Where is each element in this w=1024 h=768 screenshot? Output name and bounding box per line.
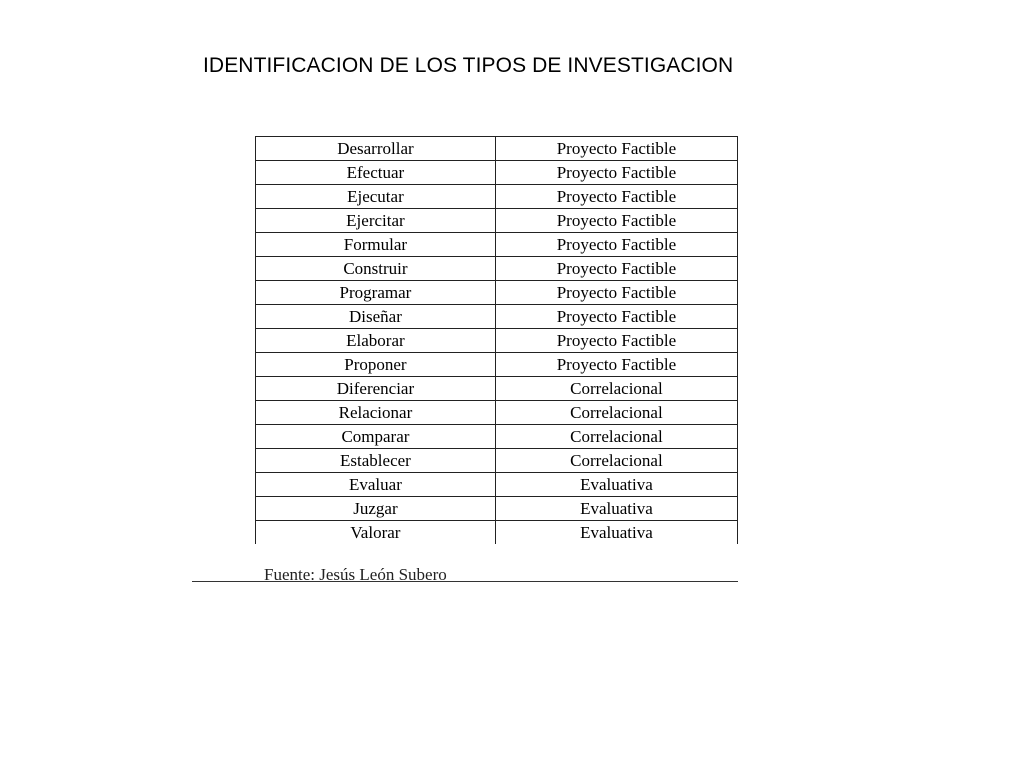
source-text: Fuente: Jesús León Subero bbox=[264, 565, 447, 584]
verb-cell: Programar bbox=[256, 281, 496, 305]
verb-cell: Diseñar bbox=[256, 305, 496, 329]
verb-cell: Formular bbox=[256, 233, 496, 257]
verb-cell: Valorar bbox=[256, 521, 496, 545]
table-row bbox=[256, 161, 738, 185]
table-row bbox=[256, 401, 738, 425]
cropped-header-row bbox=[255, 126, 738, 137]
table-row bbox=[256, 521, 738, 545]
type-cell: Proyecto Factible bbox=[495, 305, 737, 329]
table-row bbox=[256, 209, 738, 233]
table-body bbox=[256, 137, 738, 544]
table-row bbox=[256, 329, 738, 353]
verb-cell: Ejecutar bbox=[256, 185, 496, 209]
verb-cell: Diferenciar bbox=[256, 377, 496, 401]
slide-title: IDENTIFICACION DE LOS TIPOS DE INVESTIGACION bbox=[203, 54, 734, 77]
verb-cell: Evaluar bbox=[256, 473, 496, 497]
source-rule bbox=[192, 581, 738, 582]
type-cell: Proyecto Factible bbox=[495, 281, 737, 305]
type-cell: Proyecto Factible bbox=[495, 257, 737, 281]
type-cell: Proyecto Factible bbox=[495, 329, 737, 353]
verb-cell: Proponer bbox=[256, 353, 496, 377]
table-row bbox=[256, 425, 738, 449]
type-cell: Evaluativa bbox=[495, 521, 737, 545]
table-row bbox=[256, 137, 738, 161]
table-row bbox=[256, 233, 738, 257]
table-row bbox=[256, 185, 738, 209]
verb-cell: Elaborar bbox=[256, 329, 496, 353]
type-cell: Proyecto Factible bbox=[495, 185, 737, 209]
verb-cell: Juzgar bbox=[256, 497, 496, 521]
table-row bbox=[256, 497, 738, 521]
type-cell: Proyecto Factible bbox=[495, 137, 737, 161]
verb-cell: Construir bbox=[256, 257, 496, 281]
research-types-table bbox=[255, 137, 738, 544]
table-row bbox=[256, 377, 738, 401]
type-cell: Correlacional bbox=[495, 377, 737, 401]
type-cell: Proyecto Factible bbox=[495, 233, 737, 257]
type-cell: Correlacional bbox=[495, 401, 737, 425]
table-row bbox=[256, 281, 738, 305]
verb-cell: Desarrollar bbox=[256, 137, 496, 161]
table-row bbox=[256, 353, 738, 377]
verb-cell: Comparar bbox=[256, 425, 496, 449]
type-cell: Correlacional bbox=[495, 449, 737, 473]
source-caption bbox=[192, 563, 738, 585]
type-cell: Proyecto Factible bbox=[495, 353, 737, 377]
table-row bbox=[256, 305, 738, 329]
verb-cell: Efectuar bbox=[256, 161, 496, 185]
table-row bbox=[256, 449, 738, 473]
verb-cell: Ejercitar bbox=[256, 209, 496, 233]
verb-cell: Establecer bbox=[256, 449, 496, 473]
type-cell: Proyecto Factible bbox=[495, 161, 737, 185]
table-row bbox=[256, 257, 738, 281]
type-cell: Correlacional bbox=[495, 425, 737, 449]
verb-cell: Relacionar bbox=[256, 401, 496, 425]
type-cell: Evaluativa bbox=[495, 473, 737, 497]
scanned-table-image bbox=[255, 126, 738, 544]
type-cell: Evaluativa bbox=[495, 497, 737, 521]
table-row bbox=[256, 473, 738, 497]
type-cell: Proyecto Factible bbox=[495, 209, 737, 233]
